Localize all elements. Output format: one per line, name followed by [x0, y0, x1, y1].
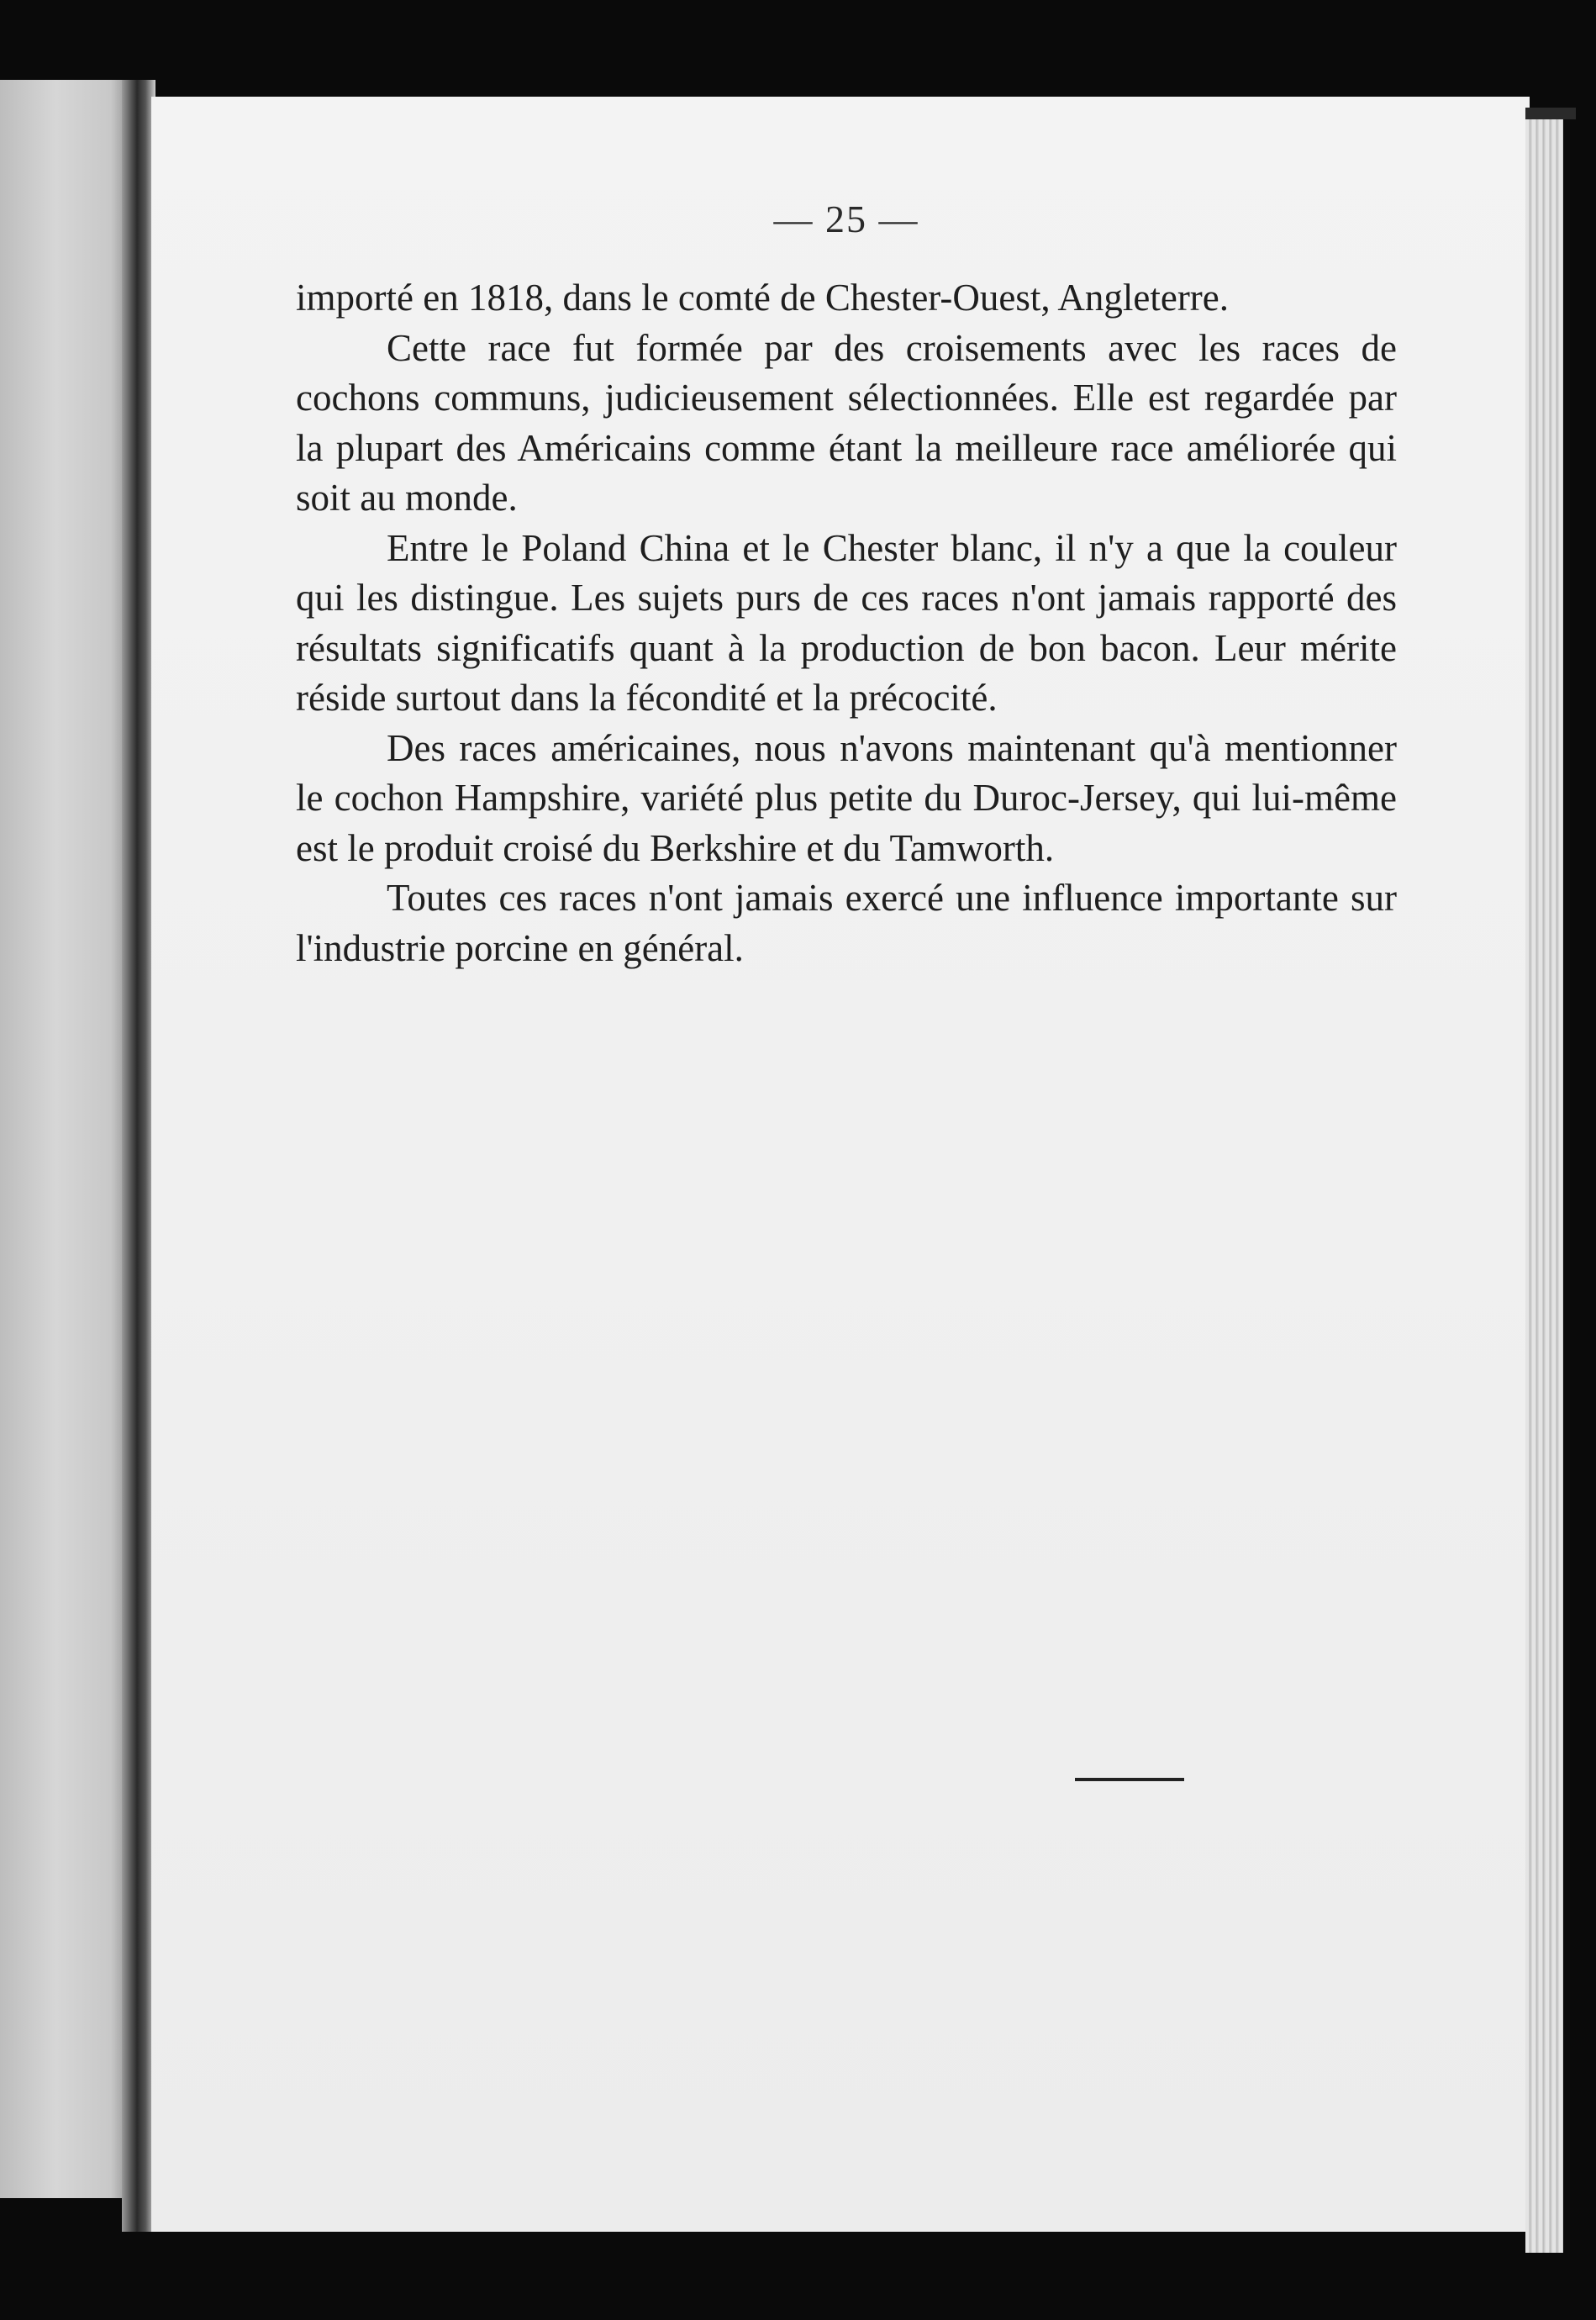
page-stack-edge — [1525, 109, 1563, 2253]
paragraph-list — [296, 273, 1397, 973]
paragraph: Entre le Poland China et le Chester blanc, il n'y a que la couleur qui les distingue. Les sujets purs de ces races n'ont jamais rapporté des résultats significatifs quant à la production de bon bacon. Leur mérite réside surtout dans la fécondité et la précocité. — [296, 526, 1397, 719]
page-number: — 25 — — [773, 198, 919, 240]
section-end-rule — [1075, 1778, 1184, 1781]
left-page-edge — [0, 80, 139, 2198]
paragraph: Des races américaines, nous n'avons maintenant qu'à mentionner le cochon Hampshire, variété plus petite du Duroc-Jersey, qui lui-même est le produit croisé du Berkshire et du Tamworth. — [296, 726, 1397, 869]
paragraph: Cette race fut formée par des croisements avec les races de cochons communs, judicieusement sélectionnées. Elle est regardée par la plupart des Américains comme étant la meilleure race améliorée qui soit au monde. — [296, 326, 1397, 519]
paragraph: importé en 1818, dans le comté de Chester-Ouest, Angleterre. — [296, 277, 1230, 319]
book-gutter — [122, 80, 155, 2232]
paragraph: Toutes ces races n'ont jamais exercé une influence importante sur l'industrie porcine en général. — [296, 877, 1397, 969]
page-corner-shadow — [1525, 108, 1576, 119]
